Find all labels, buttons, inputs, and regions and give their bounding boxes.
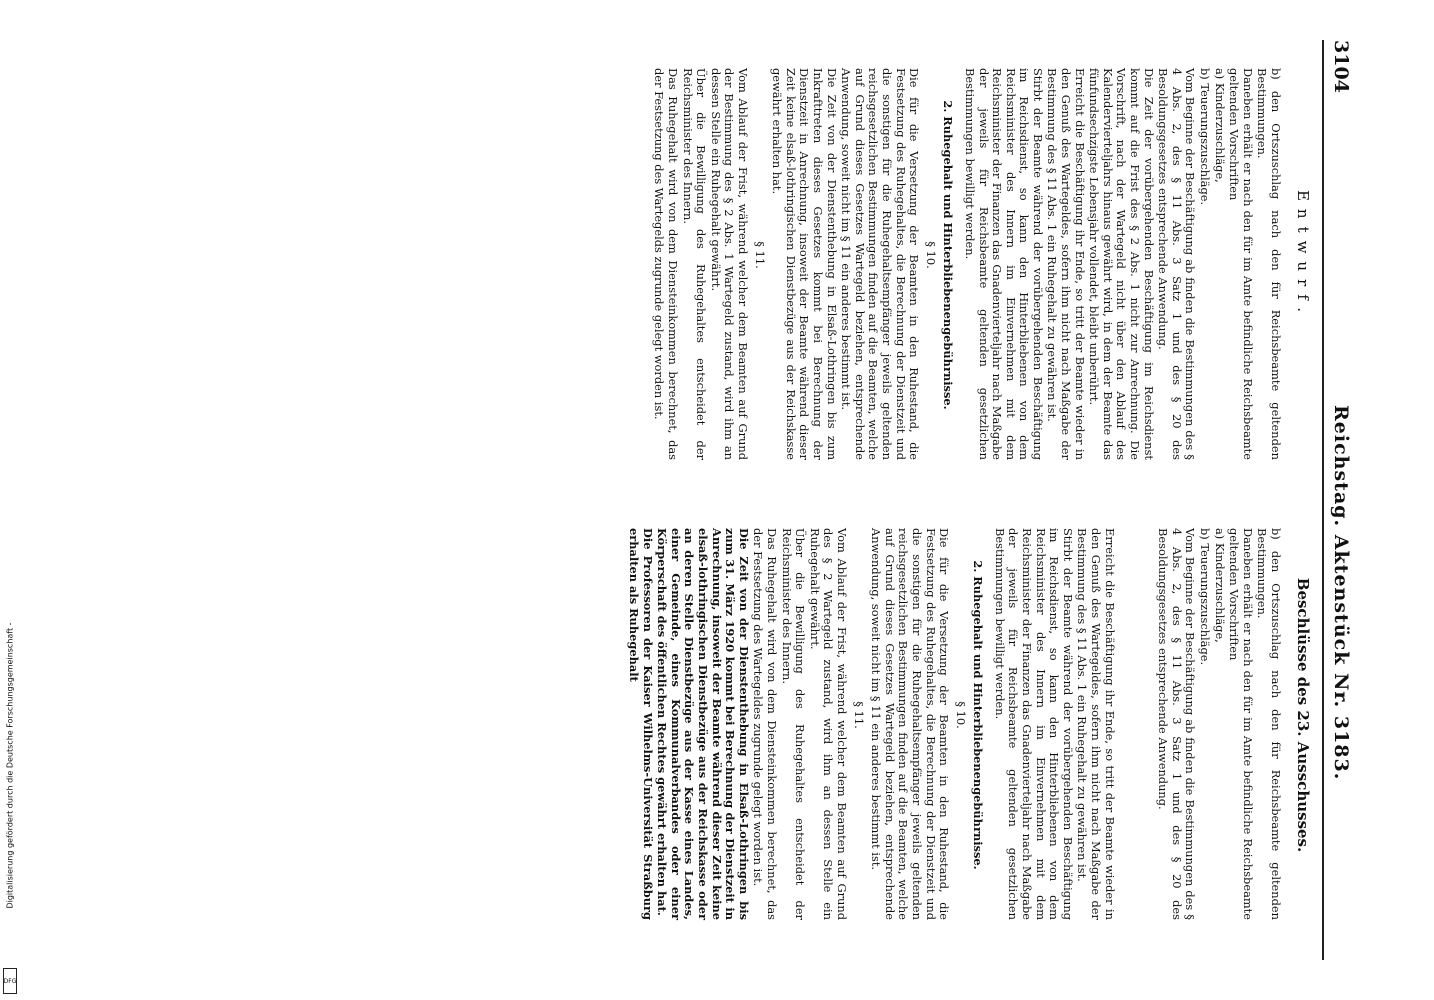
paragraph: Die für die Versetzung der Beamten in den Ruhestand, die Festsetzung des Ruhegehaltes, die Berechnung der Dienstzeit und die sonstigen für die Ruhegehaltsempfänger jeweils geltenden reichsgesetzlichen Bestimmungen finden auf die Beamten, welche auf Grund dieses Gesetzes Wartegeld beziehen, entsprechende Anwendung, soweit nicht im § 11 ein anderes bestimmt ist. bbox=[869, 528, 952, 920]
paragraph: Das Ruhegehalt wird von dem Diensteinkommen berechnet, das der Festsetzung des Wartegelds zugrunde gelegt worden ist. bbox=[652, 68, 681, 460]
right-column-title: Beschlüsse des 23. Ausschusses. bbox=[1294, 577, 1312, 853]
section-number: § 11. bbox=[851, 701, 866, 729]
paragraph: Vom Ablauf der Frist, während welcher dem Beamten auf Grund der Bestimmung des § 2 Abs. 1 Wartegeld zustand, wird ihm an dessen Stelle ein Ruhegehalt gewährt. bbox=[708, 68, 751, 460]
section-number: § 11. bbox=[752, 241, 767, 269]
paragraph: Vom Beginne der Beschäftigung ab finden die Bestimmungen des § 4 Abs. 2, des § 11 Abs. 3 Satz 1 und des § 20 des Besoldungsgesetzes entsprechende Anwendung. bbox=[1156, 68, 1198, 460]
section-heading: 2. Ruhegehalt und Hinterbliebenengebührnisse. bbox=[971, 560, 986, 870]
paragraph: Die Zeit von der Dienstenthebung in Elsaß-Lothringen bis zum Inkrafttreten dieses Gesetzes kommt bei Berechnung der Dienstzeit in Anrechnung, insoweit der Beamte während dieser Zeit keine elsaß-lothringischen Dienstbezüge aus der Reichskasse gewährt erhalten hat. bbox=[770, 68, 839, 460]
bold-paragraph: Die Professoren der Kaiser Wilhelms-Universität Straßburg erhalten als Ruhegehalt bbox=[627, 528, 655, 920]
section-number: § 10. bbox=[953, 701, 968, 729]
section-heading: 2. Ruhegehalt und Hinterbliebenengebührnisse. bbox=[941, 100, 956, 410]
paragraph: Stirbt der Beamte während der vorübergehenden Beschäftigung im Reichsdienst, so kann den Hinterbliebenen von dem Reichsminister des Innern im Einvernehmen mit dem Reichsminister der Finanzen das Gnadenvierteljahr nach Maßgabe der jeweils für Reichsbeamte geltenden gesetzlichen Bestimmungen bewilligt werden. bbox=[992, 528, 1075, 920]
right-column bbox=[625, 510, 1282, 920]
paragraph: b) Teuerungszuschläge. bbox=[1198, 68, 1213, 206]
section-number: § 10. bbox=[923, 241, 938, 269]
paragraph: Erreicht die Beschäftigung ihr Ende, so tritt der Beamte wieder in den Genuß des Wartegeldes, sofern ihm nicht nach Maßgabe der Bestimmung des § 11 Abs. 1 ein Ruhegehalt zu gewähren ist. bbox=[1045, 68, 1087, 460]
paragraph: Vom Ablauf der Frist, während welcher dem Beamten auf Grund des § 2 Wartegeld zustand, wird ihm an dessen Stelle ein Ruhegehalt gewährt. bbox=[807, 528, 849, 920]
header-rule bbox=[1322, 40, 1324, 960]
page-number: 3104 bbox=[1330, 40, 1352, 93]
paragraph: Vom Beginne der Beschäftigung ab finden die Bestimmungen des § 4 Abs. 2, des § 11 Abs. 3 Satz 1 und des § 20 des Besoldungsgesetzes entsprechende Anwendung. bbox=[1156, 528, 1198, 920]
paragraph: Die für die Versetzung der Beamten in den Ruhestand, die Festsetzung des Ruhegehaltes, die Berechnung der Dienstzeit und die sonstigen für die Ruhegehaltsempfänger jeweils geltenden reichsgesetzlichen Bestimmungen finden auf die Beamten, welche auf Grund dieses Gesetzes Wartegeld beziehen, entsprechende Anwendung, soweit nicht im § 11 ein anderes bestimmt ist. bbox=[839, 68, 922, 460]
paragraph: a) Kinderzuschläge, bbox=[1212, 528, 1227, 643]
paragraph: Erreicht die Beschäftigung ihr Ende, so tritt der Beamte wieder in den Genuß des Wartegeldes, sofern ihm nicht nach Maßgabe der Bestimmung des § 11 Abs. 1 ein Ruhegehalt zu gewähren ist. bbox=[1075, 528, 1117, 920]
paragraph: Daneben erhält er nach den für im Amte befindliche Reichsbeamte geltenden Vorschriften bbox=[1227, 68, 1255, 460]
page-header bbox=[1322, 40, 1352, 960]
dfg-logo-text: DFG bbox=[3, 977, 17, 985]
paragraph: Das Ruhegehalt wird von dem Diensteinkommen berechnet, das der Festsetzung des Wartegeldes zugrunde gelegt worden ist. bbox=[751, 528, 779, 920]
paragraph: Daneben erhält er nach den für im Amte befindliche Reichsbeamte geltenden Vorschriften bbox=[1227, 528, 1255, 920]
paragraph: Über die Bewilligung des Ruhegehaltes entscheidet der Reichsminister des Innern. bbox=[680, 68, 709, 460]
bold-paragraph: Die Zeit von der Dienstenthebung in Elsaß-Lothringen bis zum 31. März 1920 kommt bei Berechnung der Dienstzeit in Anrechnung, insoweit der Beamte während dieser Zeit keine elsaß-lothringischen Dienstbezüge aus der Reichskasse oder an deren Stelle Dienstbezüge aus der Kasse eines Landes, einer Gemeinde, eines Kommunalverbandes oder einer Körperschaft des öffentlichen Rechtes gewährt erhalten hat. bbox=[655, 528, 751, 920]
left-column bbox=[651, 50, 1282, 460]
paragraph: b) den Ortszuschlag nach den für Reichsbeamte geltenden Bestimmungen. bbox=[1255, 528, 1283, 920]
paragraph: a) Kinderzuschläge, bbox=[1212, 68, 1227, 183]
paragraph: Die Zeit der vorübergehenden Beschäftigung im Reichsdienst kommt auf die Frist des § 2 Abs. 1 nicht zur Anrechnung. Die Vorschrift, nach der Wartegeld nicht über den Ablauf des Kalendervierteljahrs hinaus gewährt wird, in dem der Beamte das fünfundsechzigste Lebensjahr vollendet, bleibt unberührt. bbox=[1087, 68, 1156, 460]
paragraph: Stirbt der Beamte während der vorübergehenden Beschäftigung im Reichsdienst, so kann den Hinterbliebenen von dem Reichsminister des Innern im Einvernehmen mit dem Reichsminister der Finanzen das Gnadenvierteljahr nach Maßgabe der jeweils für Reichsbeamte geltenden gesetzlichen Bestimmungen bewilligt werden. bbox=[962, 68, 1045, 460]
left-column-title: Entwurf. bbox=[1294, 189, 1312, 321]
running-title: Reichstag. Aktenstück Nr. 3183. bbox=[1330, 405, 1352, 781]
digitization-note-text: Digitalisierung gefördert durch die Deutsche Forschungsgemeinschaft - bbox=[5, 622, 15, 909]
paragraph: b) Teuerungszuschläge. bbox=[1198, 528, 1213, 666]
paragraph: Über die Bewilligung des Ruhegehaltes entscheidet der Reichsminister des Innern. bbox=[779, 528, 808, 920]
paragraph: b) den Ortszuschlag nach den für Reichsbeamte geltenden Bestimmungen. bbox=[1255, 68, 1283, 460]
